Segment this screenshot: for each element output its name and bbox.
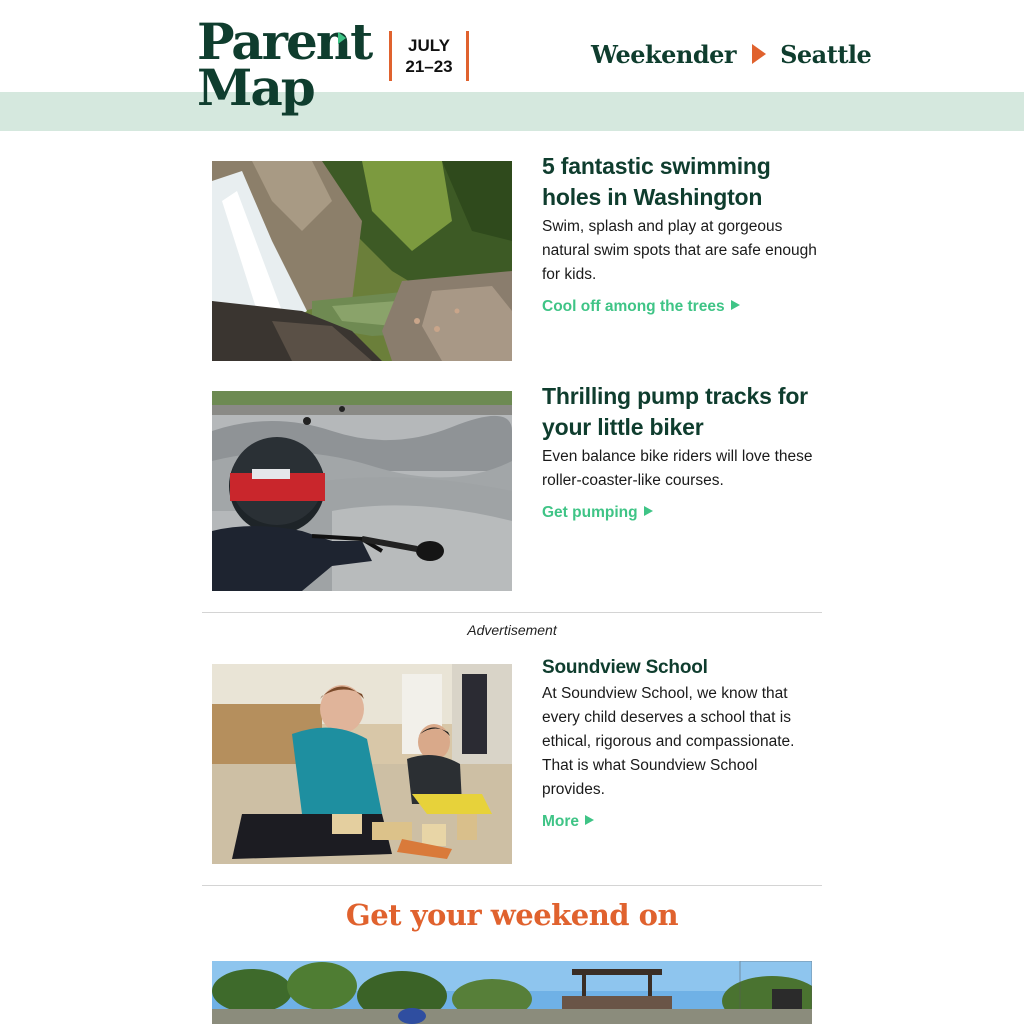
pump-track-photo[interactable] — [212, 391, 512, 591]
article-link-label: Get pumping — [542, 504, 638, 521]
date-days: 21–23 — [405, 57, 453, 76]
article-text — [542, 381, 822, 523]
article-description: Even balance bike riders will love these roller-coaster-like courses. — [542, 448, 813, 489]
article-link-label: Cool off among the trees — [542, 298, 725, 315]
date-box — [389, 31, 469, 81]
article-text — [542, 151, 822, 317]
article-link[interactable] — [542, 503, 822, 523]
article-swimming-holes — [212, 153, 822, 361]
edition-title — [591, 39, 871, 69]
arrow-right-icon — [644, 506, 653, 516]
date-month: JULY — [408, 36, 450, 55]
article-link[interactable] — [542, 297, 822, 317]
header-band — [0, 92, 1024, 131]
ad-soundview-school — [212, 657, 822, 864]
play-arrow-icon — [752, 44, 766, 64]
divider — [202, 885, 822, 886]
edition-name: Weekender — [591, 39, 737, 69]
ad-description: At Soundview School, we know that every child deserves a school that is ethical, rigorous and compassionate. That is what Soundview School provides. — [542, 685, 795, 798]
logo-play-icon — [338, 32, 346, 44]
ad-link[interactable] — [542, 812, 822, 832]
parentmap-logo[interactable] — [197, 12, 372, 121]
logo-line1: Parent — [197, 12, 372, 71]
article-title[interactable]: Thrilling pump tracks for your little biker — [542, 383, 808, 440]
arrow-right-icon — [731, 300, 740, 310]
logo-line2: Map — [197, 58, 314, 117]
ad-link-label: More — [542, 813, 580, 830]
edition-city: Seattle — [780, 39, 872, 69]
waterfall-photo[interactable] — [212, 161, 512, 361]
article-description: Swim, splash and play at gorgeous natural swim spots that are safe enough for kids. — [542, 218, 817, 283]
park-photo[interactable] — [212, 961, 812, 1024]
article-title[interactable]: 5 fantastic swimming holes in Washington — [542, 153, 771, 210]
ad-text — [542, 654, 822, 832]
section-headline: Get your weekend on — [345, 898, 679, 932]
article-pump-tracks — [212, 383, 822, 591]
advertisement-label: Advertisement — [467, 622, 557, 638]
arrow-right-icon — [585, 815, 594, 825]
divider — [202, 612, 822, 613]
classroom-photo[interactable] — [212, 664, 512, 864]
ad-title[interactable]: Soundview School — [542, 657, 708, 678]
